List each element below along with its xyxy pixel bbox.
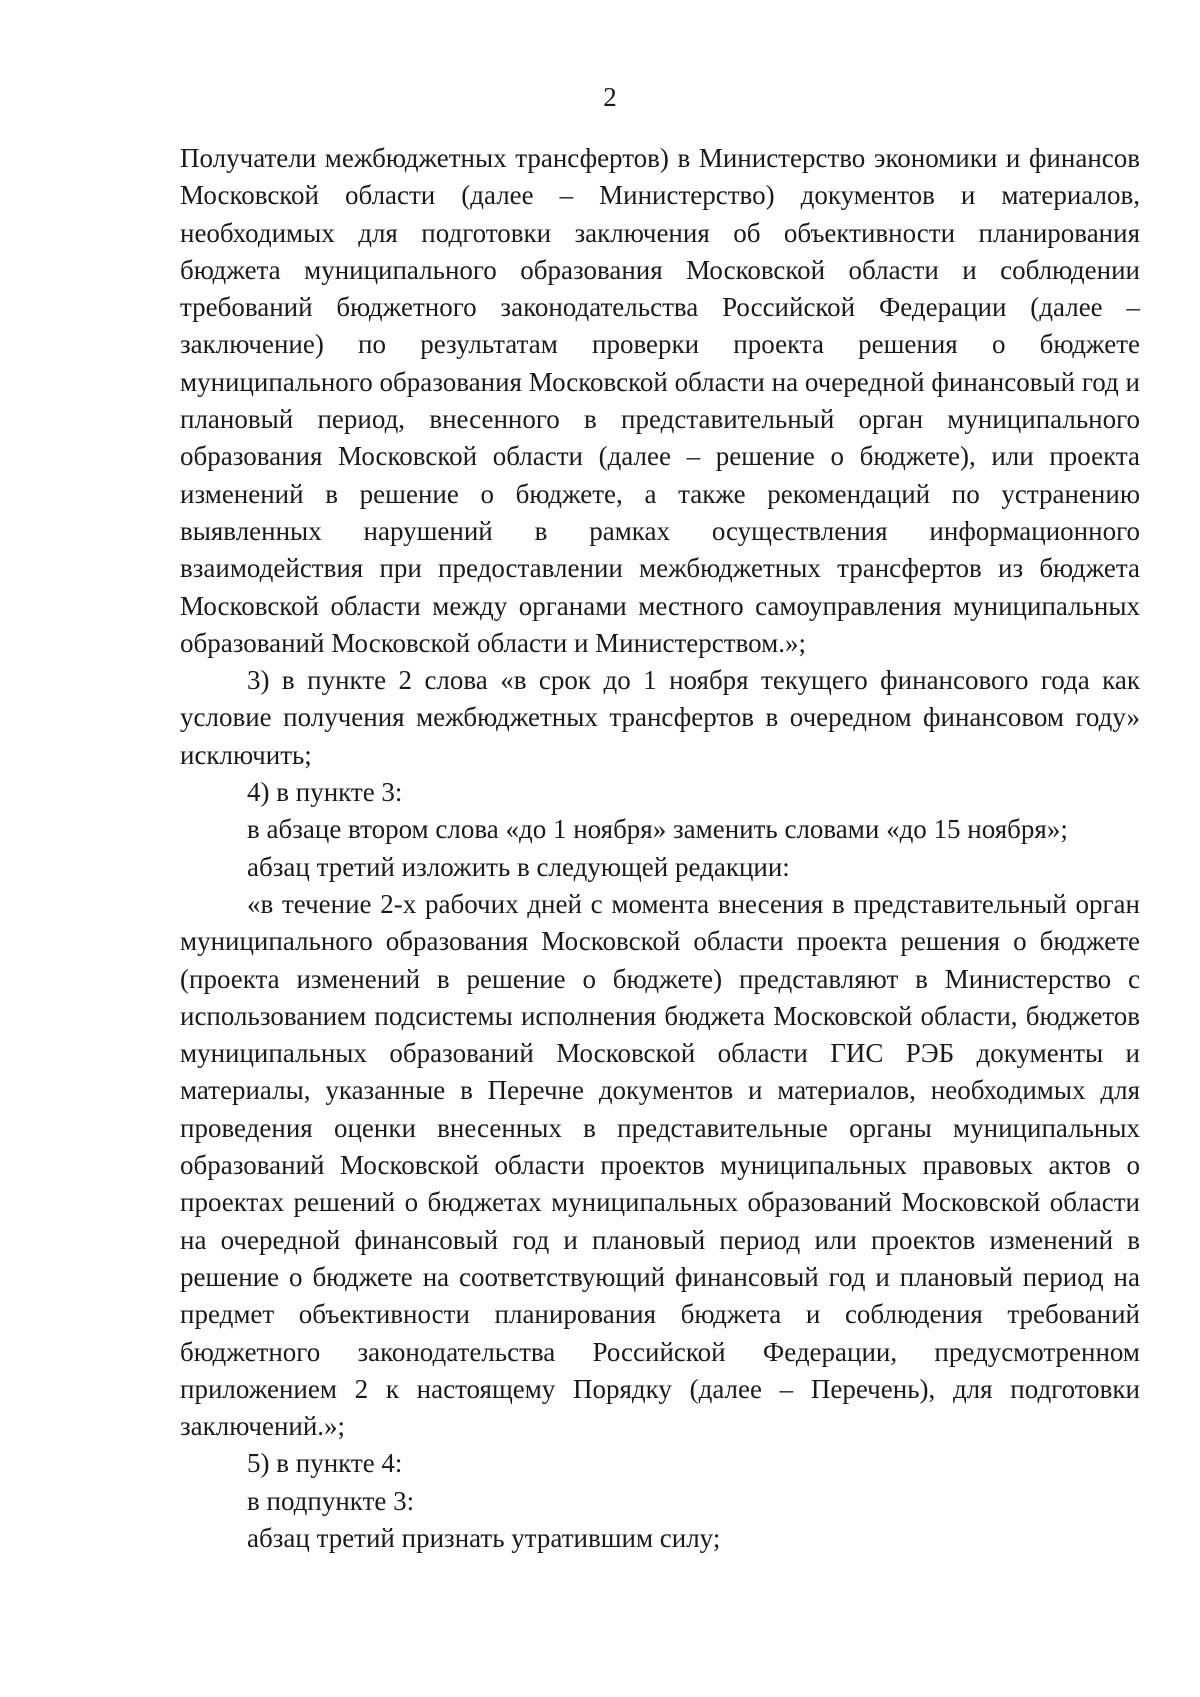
paragraph-item-4-abzac-3: абзац третий изложить в следующей редакции: bbox=[247, 851, 790, 882]
paragraph-quoted-text: «в течение 2-х рабочих дней с момента внесения в представительный орган муниципального образования Московской области проекта решения о бюджете (проекта изменений в решение о бюджете) представляют в Министерство с использованием подсистемы исполнения бюджета Московской области, бюджетов муниципальных образований Московской области ГИС РЭБ документы и материалы, указанные в Перечне документов и материалов, необходимых для проведения оценки внесенных в представительные органы муниципальных образований Московской области проектов муниципальных правовых актов о проектах решений о бюджетах муниципальных образований Московской области на очередной финансовый год и плановый период или проектов изменений в решение о бюджете на соответствующий финансовый год и плановый период на предмет объективности планирования бюджета и соблюдения требований бюджетного законодательства Российской Федерации, предусмотренном приложением 2 к настоящему Порядку (далее – Перечень), для подготовки заключений.»; bbox=[180, 888, 1140, 1442]
document-body bbox=[180, 140, 1140, 1557]
paragraph-subitem-3: в подпункте 3: bbox=[247, 1485, 415, 1516]
paragraph-item-4: 4) в пункте 3: bbox=[247, 777, 403, 808]
paragraph-item-4-abzac-2: в абзаце втором слова «до 1 ноября» заменить словами «до 15 ноября»; bbox=[247, 814, 1068, 845]
page-number: 2 bbox=[603, 82, 617, 112]
paragraph-continuation: Получатели межбюджетных трансфертов) в Министерство экономики и финансов Московской области (далее – Министерство) документов и материалов, необходимых для подготовки заключения об объективности планирования бюджета муниципального образования Московской области и соблюдении требований бюджетного законодательства Российской Федерации (далее – заключение) по результатам проверки проекта решения о бюджете муниципального образования Московской области на очередной финансовый год и плановый период, внесенного в представительный орган муниципального образования Московской области (далее – решение о бюджете), или проекта изменений в решение о бюджете, а также рекомендаций по устранению выявленных нарушений в рамках осуществления информационного взаимодействия при предоставлении межбюджетных трансфертов из бюджета Московской области между органами местного самоуправления муниципальных образований Московской области и Министерством.»; bbox=[180, 143, 1140, 658]
paragraph-item-5: 5) в пункте 4: bbox=[247, 1448, 403, 1479]
paragraph-item-3: 3) в пункте 2 слова «в срок до 1 ноября текущего финансового года как условие получения межбюджетных трансфертов в очередном финансовом году» исключить; bbox=[180, 665, 1140, 770]
paragraph-abzac-repeal: абзац третий признать утратившим силу; bbox=[247, 1522, 721, 1553]
